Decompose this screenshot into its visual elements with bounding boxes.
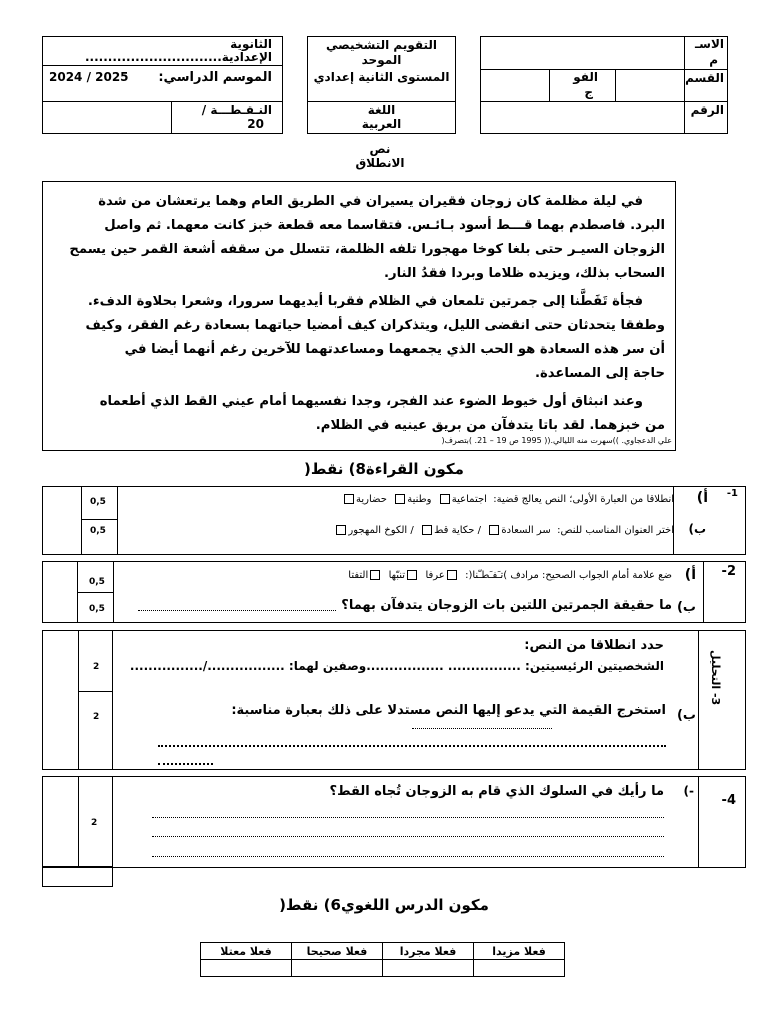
q1b-points: 0,5 <box>90 526 106 536</box>
passage-title-line2: الانطلاق <box>355 156 405 170</box>
q2a-points: 0,5 <box>89 577 105 587</box>
q2a-letter: أ) <box>684 567 696 583</box>
q3b-answer-line-3[interactable] <box>158 763 213 765</box>
q2a-checkbox-1[interactable] <box>447 570 457 580</box>
q1a-checkbox-social[interactable] <box>440 494 450 504</box>
q1a-checkbox-civil[interactable] <box>344 494 354 504</box>
q4-answer-line-2[interactable] <box>152 836 664 837</box>
table-header-sound: فعلا صحيحا <box>291 943 382 960</box>
q4-points: 2 <box>91 818 98 828</box>
q2a-option-1: عرفا <box>425 570 445 581</box>
p1-line2: البرد. فاصطدم بهما قـــط أسود بـائـس. فتقاسما معه قطعة خبز كانت معهما. ثم واصل <box>104 218 665 233</box>
q4-answer-line-3[interactable] <box>152 856 664 857</box>
school-name-line2: الإعدادية.............................. <box>85 50 272 64</box>
q1b-text: اختر العنوان المناسب للنص: سر السعادة / حكاية قط / الكوخ المهجور <box>334 525 674 536</box>
q2a-text <box>348 570 672 581</box>
table-header-augmented: فعلا مزيدا <box>474 943 565 960</box>
q1a-option-social: اجتماعية <box>451 494 487 505</box>
p1-line1: في ليلة مظلمة كان زوجان فقيران يسيران في الطريق العام وهما يرتعشان من شدة <box>98 194 643 209</box>
q3b-question: استخرج القيمة التي يدعو إليها النص مستدلا على ذلك بعبارة مناسبة: <box>231 703 666 718</box>
q4-number: 4- <box>721 793 736 808</box>
q2a-checkbox-2[interactable] <box>407 570 417 580</box>
q3a-points: 2 <box>93 662 100 672</box>
q3-label: 3- التحليل <box>709 650 722 706</box>
p2-line1: فجأة تَفَطَّنا إلى جمرتين تلمعان في الظلام فقربا أيديهما سرورا، وشعرا بحلاوة الدفء. <box>87 294 643 309</box>
reading-section-heading: مكون القراءة8) نقط( <box>304 460 464 478</box>
grade-max: 20 <box>247 117 264 131</box>
p1-line4: السحاب بذلك، ويزيده ظلاما وبردا فقدُ النار. <box>383 266 665 281</box>
reading-passage <box>42 181 676 451</box>
table-header-defective: فعلا معتلا <box>201 943 292 960</box>
class-label: القسم <box>685 71 724 85</box>
verb-classification-table <box>200 942 565 977</box>
q1a-question: انطلاقا من العبارة الأولى؛ النص يعالج قضية: <box>493 494 674 505</box>
q1b-checkbox-3[interactable] <box>336 525 346 535</box>
table-cell-augmented[interactable] <box>474 960 565 977</box>
q2a-question: ضع علامة أمام الجواب الصحيح: مرادف )تـَفـَطـّنا(: <box>465 570 672 581</box>
group-label-2: ج <box>584 85 593 99</box>
name-label-2: م <box>709 53 718 67</box>
p3-line1: وعند انبثاق أول خيوط الضوء عند الفجر، وجدا نفسيهما أمام عيني القط الذي أطعماه <box>99 394 643 409</box>
q3a-question: حدد انطلاقا من النص: <box>524 638 664 653</box>
q3b-answer-line-1[interactable] <box>412 728 552 729</box>
q1a-option-national: وطنية <box>407 494 432 505</box>
number-label: الرقم <box>690 103 724 117</box>
q2a-option-3: التفتا <box>348 570 369 581</box>
q4-question: ما رأيك في السلوك الذي قام به الزوجان تُجاه القط؟ <box>329 784 664 799</box>
paragraph-2 <box>53 290 665 386</box>
table-cell-sound[interactable] <box>291 960 382 977</box>
question-4-extra-box <box>42 866 113 887</box>
table-cell-bare[interactable] <box>383 960 474 977</box>
q1b-option-3: الكوخ المهجور <box>348 525 408 536</box>
q1b-letter: ب) <box>688 522 706 536</box>
q2a-option-2: تنبّها <box>388 570 406 581</box>
paragraph-3 <box>53 390 665 438</box>
level-text: المستوى الثانية إعدادي <box>313 70 450 84</box>
q1b-question: اختر العنوان المناسب للنص: <box>557 525 674 536</box>
q2b-answer-line[interactable] <box>138 610 336 611</box>
table-header-bare: فعلا مجردا <box>383 943 474 960</box>
subject-line2: العربية <box>361 117 402 131</box>
q1-number: 1- <box>726 488 738 499</box>
q1b-checkbox-2[interactable] <box>422 525 432 535</box>
p2-line4: حاجة إلى المساعدة. <box>534 366 665 381</box>
table-cell-defective[interactable] <box>201 960 292 977</box>
passage-source: علي الدعجاوي. ))سهرت منه الليالي.(( 1995 ص 19 – 21. )بتصرف( <box>441 436 672 445</box>
q1a-checkbox-national[interactable] <box>395 494 405 504</box>
language-section-heading: مكون الدرس اللغوي6) نقط( <box>279 896 489 914</box>
q2-number: 2- <box>721 564 736 579</box>
name-label-1: الاسـ <box>695 37 724 51</box>
eval-title-line2: الموحد <box>361 53 402 67</box>
paragraph-1 <box>53 190 665 286</box>
passage-title-line1: نص <box>369 142 391 156</box>
q1b-checkbox-1[interactable] <box>489 525 499 535</box>
q2b-points: 0,5 <box>89 604 105 614</box>
q3b-answer-line-2[interactable] <box>158 745 666 747</box>
q3b-points: 2 <box>93 712 100 722</box>
q4-answer-line-1[interactable] <box>152 817 664 818</box>
q1a-option-civil: حضارية <box>356 494 387 505</box>
q3b-letter: ب) <box>676 708 696 723</box>
grade-label: النـقـطـــة / <box>201 103 272 117</box>
season-value: 2024 / 2025 <box>49 70 129 84</box>
p1-line3: الزوجان السيـر حتى بلغا كوخا مهجورا تلفه الظلمة، تتسلل من سقفه أشعة القمر حين يسمح <box>69 242 665 257</box>
q3a-answer-line[interactable]: الشخصيتين الرئيسيتين: ................ .................وصفين لهما: ................./................ <box>129 659 664 673</box>
q2b-letter: ب) <box>676 600 696 615</box>
season-label: الموسم الدراسي: <box>158 70 272 85</box>
group-label-1: الفو <box>573 70 598 84</box>
p2-line2: وطفقا يتحدثان حتى انقضى الليل، ويتذكران كيف أمضيا حياتهما بسعادة رغم الفقر، وكيف <box>85 318 665 333</box>
q1b-option-1: سر السعادة <box>501 525 551 536</box>
q1a-points: 0,5 <box>90 497 106 507</box>
subject-line1: اللغة <box>367 103 396 117</box>
q2a-checkbox-3[interactable] <box>370 570 380 580</box>
q2b-question: ما حقيقة الجمرتين اللتين بات الزوجان يتدفآن بهما؟ <box>341 598 672 613</box>
q1a-text <box>342 494 674 505</box>
q1a-letter: أ) <box>696 490 708 506</box>
eval-title-line1: التقويم التشخيصي <box>325 38 437 52</box>
p2-line3: أن سر هذه السعادة هو الحب الذي يجمعهما ومساعدتهما للآخرين رغم أنهما أيضا في <box>124 342 665 357</box>
student-info-box <box>480 36 728 134</box>
p3-line2: من خبزهما. لقد باتا يتدفآن من بريق عينيه في الظلام. <box>315 418 665 433</box>
school-name-line1: الثانوية <box>230 37 272 51</box>
q1b-option-2: حكاية قط <box>434 525 475 536</box>
q4-letter: -) <box>683 784 694 798</box>
